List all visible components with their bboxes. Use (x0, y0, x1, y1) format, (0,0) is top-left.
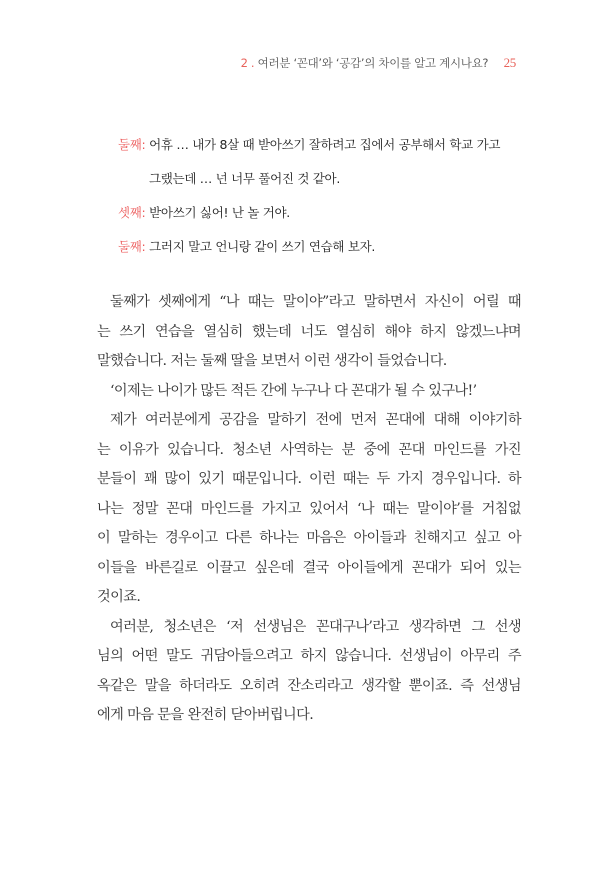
text-line: 나는 정말 꼰대 마인드를 가지고 있어서 ‘나 때는 말이야’를 거침없 (97, 500, 521, 517)
text-line: 에게 마음 문을 완전히 닫아버립니다. (97, 707, 314, 723)
dialogue-line (118, 128, 538, 162)
text-line: 이들을 바른길로 이끌고 싶은데 결국 아이들에게 꼰대가 되어 있는 (97, 559, 521, 576)
text-line: ‘이제는 나이가 많든 적든 간에 누구나 다 꼰대가 될 수 있구나!’ (110, 382, 477, 399)
text-line: 이 말하는 경우이고 다른 하나는 마음은 아이들과 친해지고 싶고 아 (97, 530, 521, 546)
paragraph (97, 406, 521, 613)
dialogue-block (118, 128, 538, 264)
paragraph (97, 288, 521, 377)
text-line: 분들이 꽤 많이 있기 때문입니다. 이런 때는 두 가지 경우입니다. 하 (97, 471, 521, 487)
text-line: 는 이유가 있습니다. 청소년 사역하는 분 중에 꼰대 마인드를 가진 (97, 441, 521, 458)
text-line: 말했습니다. 저는 둘째 딸을 보면서 이런 생각이 들었습니다. (97, 353, 447, 369)
chapter-title: 여러분 ‘꼰대’와 ‘공감’의 차이를 알고 계시나요? (257, 56, 489, 70)
speaker-label: 셋째: (118, 205, 146, 220)
dialogue-text: 그랬는데 … 넌 너무 풀어진 것 같아. (149, 171, 340, 186)
text-line: 제가 여러분에게 공감을 말하기 전에 먼저 꼰대에 대해 이야기하 (110, 412, 521, 428)
dialogue-text: 받아쓰기 싫어! 난 놀 거야. (149, 205, 290, 220)
text-line: 님의 어떤 말도 귀담아들으려고 하지 않습니다. 선생님이 아무리 주 (97, 648, 521, 664)
text-line: 옥같은 말을 하더라도 오히려 잔소리라고 생각할 뿐이죠. 즉 선생님 (97, 677, 521, 694)
speaker-label: 둘째: (118, 239, 146, 254)
text-line: 는 쓰기 연습을 열심히 했는데 너도 열심히 해야 하지 않겠느냐며 (97, 323, 521, 340)
running-header (241, 55, 516, 71)
dialogue-text: 그러지 말고 언니랑 같이 쓰기 연습해 보자. (149, 239, 376, 254)
chapter-number: 2 . (240, 56, 255, 70)
page-number: 25 (503, 55, 516, 70)
text-line: 것이죠. (97, 589, 141, 605)
paragraph (97, 377, 521, 407)
dialogue-text: 어휴 … 내가 8살 때 받아쓰기 잘하려고 집에서 공부해서 학교 가고 (149, 137, 501, 152)
text-line: 여러분, 청소년은 ‘저 선생님은 꼰대구나’라고 생각하면 그 선생 (110, 618, 521, 635)
speaker-label: 둘째: (118, 137, 146, 152)
dialogue-line (118, 230, 538, 264)
dialogue-line (118, 196, 538, 230)
dialogue-line-continuation (118, 162, 538, 196)
body-text (97, 288, 521, 731)
text-line: 둘째가 셋째에게 “나 때는 말이야”라고 말하면서 자신이 어릴 때 (110, 294, 521, 310)
paragraph (97, 613, 521, 731)
